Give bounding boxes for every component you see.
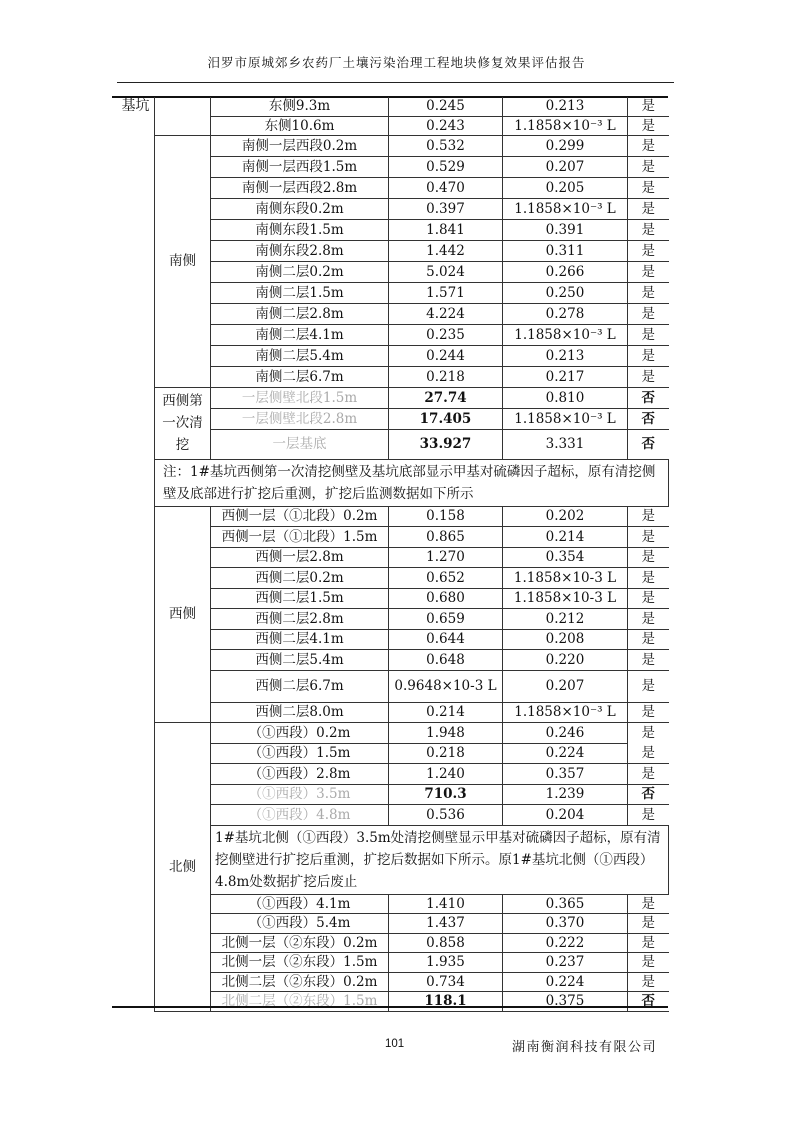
- compliance-status: 是: [628, 135, 669, 156]
- value-1: 0.648: [389, 650, 503, 671]
- sample-location: 一层侧壁北段2.8m: [211, 408, 389, 429]
- table-row: [155, 345, 669, 366]
- value-1: 0.158: [389, 506, 503, 527]
- table-row: [155, 547, 669, 568]
- section-label: [155, 97, 211, 135]
- sample-location: 南侧东段1.5m: [211, 219, 389, 240]
- table-row: [155, 156, 669, 177]
- value-1: 0.536: [389, 805, 503, 826]
- value-2: 0.370: [503, 914, 628, 934]
- sample-location: 西侧二层8.0m: [211, 702, 389, 723]
- value-2: 0.217: [503, 366, 628, 387]
- compliance-status: 是: [628, 547, 669, 568]
- value-1: 0.214: [389, 702, 503, 723]
- compliance-status: 是: [628, 933, 669, 953]
- value-2: 0.212: [503, 609, 628, 630]
- value-2: 0.278: [503, 303, 628, 324]
- value-1: 33.927: [389, 429, 503, 459]
- value-2: 1.1858×10⁻³ L: [503, 408, 628, 429]
- value-2: 0.357: [503, 764, 628, 785]
- compliance-status: 否: [628, 408, 669, 429]
- value-2: 0.213: [503, 97, 628, 116]
- value-1: 0.644: [389, 629, 503, 650]
- value-2: 1.1858×10⁻³ L: [503, 116, 628, 135]
- table-row: [155, 650, 669, 671]
- section-label: 西侧: [155, 506, 211, 723]
- compliance-status: 是: [628, 670, 669, 702]
- value-1: 0.529: [389, 156, 503, 177]
- value-1: 0.218: [389, 743, 503, 764]
- compliance-status: 是: [628, 219, 669, 240]
- table-row: [155, 588, 669, 609]
- value-2: 0.237: [503, 953, 628, 973]
- value-2: 0.354: [503, 547, 628, 568]
- sample-location: 东侧10.6m: [211, 116, 389, 135]
- results-table: [154, 97, 669, 1012]
- value-1: 0.235: [389, 324, 503, 345]
- compliance-status: 是: [628, 972, 669, 992]
- value-1: 0.659: [389, 609, 503, 630]
- value-1: 4.224: [389, 303, 503, 324]
- value-2: 0.208: [503, 629, 628, 650]
- table-row: [155, 670, 669, 702]
- value-1: 710.3: [389, 784, 503, 805]
- compliance-status: 是: [628, 527, 669, 548]
- note-text: 1#基坑北侧（①西段）3.5m处清挖侧壁显示甲基对硫磷因子超标，原有清挖侧壁进行扩挖后重测，扩挖后数据如下所示。原1#基坑北侧（①西段）4.8m处数据扩挖后废止: [211, 825, 669, 894]
- value-2: 0.391: [503, 219, 628, 240]
- value-2: 0.365: [503, 894, 628, 914]
- compliance-status: 是: [628, 506, 669, 527]
- table-bottom-border: [112, 1006, 668, 1008]
- value-1: 0.470: [389, 177, 503, 198]
- compliance-status: 是: [628, 743, 669, 764]
- value-2: 0.207: [503, 670, 628, 702]
- table-row: [155, 135, 669, 156]
- sample-location: （①西段）5.4m: [211, 914, 389, 934]
- value-1: 0.734: [389, 972, 503, 992]
- compliance-status: 是: [628, 894, 669, 914]
- value-2: 0.299: [503, 135, 628, 156]
- sample-location: 南侧一层西段1.5m: [211, 156, 389, 177]
- table-row: [155, 324, 669, 345]
- value-2: 0.202: [503, 506, 628, 527]
- sample-location: 一层基底: [211, 429, 389, 459]
- sample-location: 西侧二层6.7m: [211, 670, 389, 702]
- sample-location: 南侧二层4.1m: [211, 324, 389, 345]
- value-1: 27.74: [389, 387, 503, 408]
- compliance-status: 否: [628, 992, 669, 1012]
- value-1: 0.865: [389, 527, 503, 548]
- value-2: 0.250: [503, 282, 628, 303]
- value-1: 0.532: [389, 135, 503, 156]
- table-row: [155, 953, 669, 973]
- value-2: 0.224: [503, 972, 628, 992]
- sample-location: （①西段）4.8m: [211, 805, 389, 826]
- note-row: [155, 825, 669, 894]
- value-2: 0.207: [503, 156, 628, 177]
- table-row: [155, 784, 669, 805]
- table-row: [155, 609, 669, 630]
- sample-location: 西侧二层1.5m: [211, 588, 389, 609]
- value-1: 1.841: [389, 219, 503, 240]
- sample-location: 西侧一层（①北段）1.5m: [211, 527, 389, 548]
- table-row: [155, 198, 669, 219]
- sample-location: 西侧二层0.2m: [211, 568, 389, 589]
- value-1: 0.680: [389, 588, 503, 609]
- table-row: [155, 805, 669, 826]
- sample-location: （①西段）2.8m: [211, 764, 389, 785]
- value-2: 0.204: [503, 805, 628, 826]
- value-2: 1.1858×10⁻³ L: [503, 324, 628, 345]
- table-row: [155, 992, 669, 1012]
- compliance-status: 否: [628, 784, 669, 805]
- sample-location: （①西段）0.2m: [211, 723, 389, 744]
- sample-location: 西侧二层2.8m: [211, 609, 389, 630]
- page-number: 101: [385, 1038, 405, 1050]
- compliance-status: 是: [628, 345, 669, 366]
- table-row: [155, 387, 669, 408]
- compliance-status: 是: [628, 629, 669, 650]
- compliance-status: 是: [628, 702, 669, 723]
- table-row: [155, 568, 669, 589]
- compliance-status: 是: [628, 723, 669, 744]
- sample-location: 南侧二层2.8m: [211, 303, 389, 324]
- compliance-status: 是: [628, 97, 669, 116]
- table-row: [155, 972, 669, 992]
- value-1: 1.948: [389, 723, 503, 744]
- table-row: [155, 261, 669, 282]
- value-1: 1.240: [389, 764, 503, 785]
- compliance-status: 是: [628, 116, 669, 135]
- table-row: [155, 702, 669, 723]
- table-row: [155, 366, 669, 387]
- sample-location: （①西段）3.5m: [211, 784, 389, 805]
- compliance-status: 是: [628, 303, 669, 324]
- value-1: 17.405: [389, 408, 503, 429]
- table-row: [155, 629, 669, 650]
- compliance-status: 是: [628, 764, 669, 785]
- table-row: [155, 723, 669, 744]
- sample-location: 南侧二层5.4m: [211, 345, 389, 366]
- value-1: 118.1: [389, 992, 503, 1012]
- compliance-status: 是: [628, 609, 669, 630]
- continued-category-label: 基坑: [117, 97, 155, 137]
- note-text: 注：1#基坑西侧第一次清挖侧壁及基坑底部显示甲基对硫磷因子超标，原有清挖侧壁及底部进行扩挖后重测，扩挖后监测数据如下所示: [155, 459, 669, 506]
- table-row: [155, 743, 669, 764]
- compliance-status: 是: [628, 177, 669, 198]
- value-2: 0.205: [503, 177, 628, 198]
- table-row: [155, 527, 669, 548]
- value-1: 0.243: [389, 116, 503, 135]
- compliance-status: 是: [628, 156, 669, 177]
- company-name: 湖南衡润科技有限公司: [512, 1040, 658, 1055]
- value-2: 1.1858×10-3 L: [503, 568, 628, 589]
- sample-location: 北侧一层（②东段）0.2m: [211, 933, 389, 953]
- table-row: [155, 177, 669, 198]
- table-row: [155, 894, 669, 914]
- table-row: [155, 764, 669, 785]
- sample-location: 南侧一层西段0.2m: [211, 135, 389, 156]
- value-2: 1.1858×10⁻³ L: [503, 702, 628, 723]
- value-2: 0.222: [503, 933, 628, 953]
- compliance-status: 否: [628, 429, 669, 459]
- sample-location: （①西段）1.5m: [211, 743, 389, 764]
- sample-location: 北侧一层（②东段）1.5m: [211, 953, 389, 973]
- table-row: [155, 408, 669, 429]
- table-row: [155, 240, 669, 261]
- compliance-status: 是: [628, 914, 669, 934]
- compliance-status: 否: [628, 387, 669, 408]
- compliance-status: 是: [628, 324, 669, 345]
- compliance-status: 是: [628, 588, 669, 609]
- sample-location: 南侧东段2.8m: [211, 240, 389, 261]
- value-2: 0.246: [503, 723, 628, 744]
- value-2: 0.311: [503, 240, 628, 261]
- table-row: [155, 303, 669, 324]
- value-2: 1.1858×10-3 L: [503, 588, 628, 609]
- compliance-status: 是: [628, 366, 669, 387]
- table-row: [155, 914, 669, 934]
- sample-location: 西侧一层2.8m: [211, 547, 389, 568]
- header-divider: [117, 82, 674, 83]
- value-2: 0.266: [503, 261, 628, 282]
- value-1: 0.9648×10-3 L: [389, 670, 503, 702]
- compliance-status: 是: [628, 568, 669, 589]
- value-2: 0.810: [503, 387, 628, 408]
- value-1: 0.858: [389, 933, 503, 953]
- compliance-status: 是: [628, 650, 669, 671]
- value-2: 1.239: [503, 784, 628, 805]
- sample-location: 西侧一层（①北段）0.2m: [211, 506, 389, 527]
- compliance-status: 是: [628, 805, 669, 826]
- compliance-status: 是: [628, 240, 669, 261]
- sample-location: （①西段）4.1m: [211, 894, 389, 914]
- value-1: 1.410: [389, 894, 503, 914]
- value-1: 5.024: [389, 261, 503, 282]
- table-row: [155, 97, 669, 116]
- value-1: 0.244: [389, 345, 503, 366]
- value-2: 0.220: [503, 650, 628, 671]
- value-2: 1.1858×10⁻³ L: [503, 198, 628, 219]
- value-1: 1.571: [389, 282, 503, 303]
- value-2: 0.375: [503, 992, 628, 1012]
- section-label: 西侧第一次清挖: [155, 387, 211, 459]
- sample-location: 南侧二层0.2m: [211, 261, 389, 282]
- sample-location: 南侧二层6.7m: [211, 366, 389, 387]
- sample-location: 东侧9.3m: [211, 97, 389, 116]
- table-row: [155, 219, 669, 240]
- table-row: [155, 116, 669, 135]
- note-row: [155, 459, 669, 506]
- sample-location: 北侧二层（②东段）0.2m: [211, 972, 389, 992]
- compliance-status: 是: [628, 282, 669, 303]
- value-1: 1.442: [389, 240, 503, 261]
- table-row: [155, 933, 669, 953]
- value-1: 0.218: [389, 366, 503, 387]
- value-1: 0.397: [389, 198, 503, 219]
- sample-location: 一层侧壁北段1.5m: [211, 387, 389, 408]
- value-2: 0.213: [503, 345, 628, 366]
- value-1: 0.652: [389, 568, 503, 589]
- sample-location: 南侧一层西段2.8m: [211, 177, 389, 198]
- compliance-status: 是: [628, 953, 669, 973]
- value-1: 1.935: [389, 953, 503, 973]
- compliance-status: 是: [628, 198, 669, 219]
- value-2: 3.331: [503, 429, 628, 459]
- section-label: 南侧: [155, 135, 211, 387]
- section-label: 北侧: [155, 723, 211, 1012]
- value-1: 1.437: [389, 914, 503, 934]
- sample-location: 西侧二层5.4m: [211, 650, 389, 671]
- sample-location: 西侧二层4.1m: [211, 629, 389, 650]
- value-2: 0.224: [503, 743, 628, 764]
- sample-location: 南侧东段0.2m: [211, 198, 389, 219]
- document-header: 汨罗市原城郊乡农药厂土壤污染治理工程地块修复效果评估报告: [207, 55, 586, 70]
- compliance-status: 是: [628, 261, 669, 282]
- table-row: [155, 429, 669, 459]
- value-2: 0.214: [503, 527, 628, 548]
- table-row: [155, 282, 669, 303]
- sample-location: 北侧二层（②东段）1.5m: [211, 992, 389, 1012]
- table-row: [155, 506, 669, 527]
- value-1: 0.245: [389, 97, 503, 116]
- value-1: 1.270: [389, 547, 503, 568]
- sample-location: 南侧二层1.5m: [211, 282, 389, 303]
